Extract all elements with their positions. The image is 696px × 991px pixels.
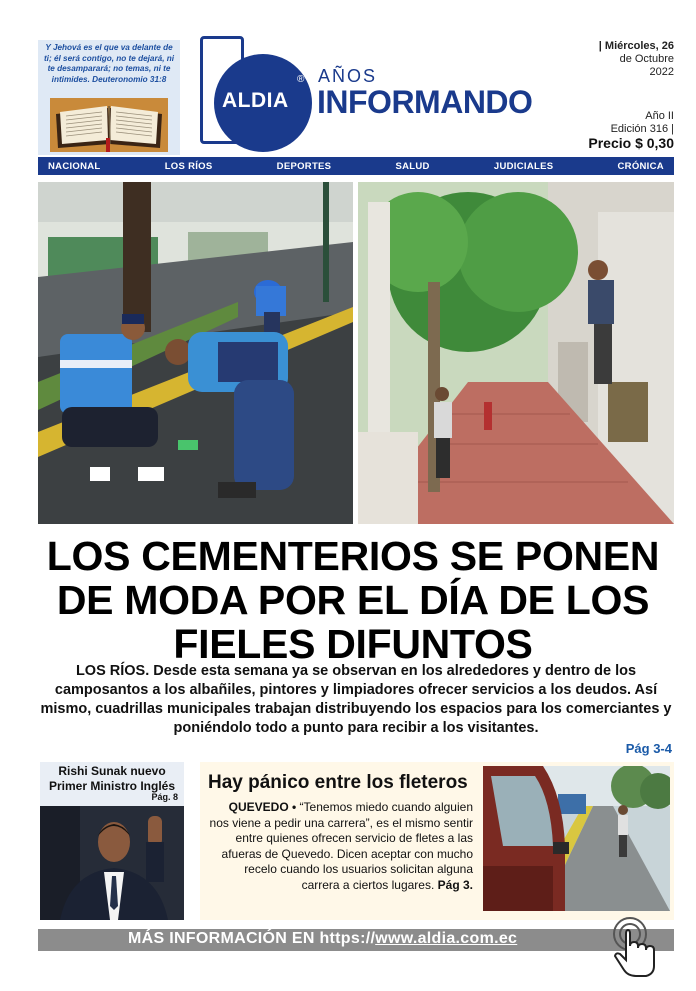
- lead-text: Desde esta semana ya se observan en los alrededores y dentro de los camposantos a los albañiles, pintores y limpiadores ofrecer servicios a los deudos. Así mismo, cuadrillas municipales trabajan distribuyendo los espacios para los comerciantes y poniéndolo todo a punto para recibir a los visitantes.: [40, 663, 672, 736]
- main-headline[interactable]: LOS CEMENTERIOS SE PONEN DE MODA POR EL DÍA DE LOS FIELES DIFUNTOS: [46, 533, 660, 667]
- sunak-title: Rishi Sunak nuevo Primer Ministro Inglés: [48, 764, 176, 793]
- open-bible-icon: [50, 98, 168, 152]
- photo-workers-painting-curb[interactable]: [38, 182, 353, 524]
- nav-item-salud[interactable]: SALUD: [395, 160, 430, 172]
- fleteros-body: [208, 800, 473, 893]
- issue-weekday: | Miércoles, 26: [598, 40, 674, 52]
- footer-url-link[interactable]: www.aldia.com.ec: [375, 930, 518, 947]
- fleteros-title: Hay pánico entre los fleteros: [208, 772, 468, 793]
- fleteros-story-box[interactable]: [200, 762, 674, 920]
- main-story-lead: [40, 662, 672, 738]
- issue-edition-info: [588, 110, 674, 150]
- issue-price: Precio $ 0,30: [588, 135, 674, 151]
- fleteros-photo: [483, 766, 670, 911]
- footer-prefix: MÁS INFORMACIÓN EN https://: [128, 930, 376, 947]
- issue-edition: Edición 316 |: [610, 123, 674, 135]
- aldia-logo[interactable]: [200, 36, 580, 146]
- nav-item-judiciales[interactable]: JUDICIALES: [493, 160, 554, 172]
- bible-verse-box: [38, 40, 180, 155]
- sunak-story-box[interactable]: [40, 762, 184, 920]
- logo-brand: ALDIA: [222, 89, 289, 112]
- sunak-page-ref: Pág. 8: [151, 792, 178, 802]
- issue-year: 2022: [649, 66, 674, 78]
- logo-informando: INFORMANDO: [317, 84, 533, 120]
- issue-date: [599, 40, 674, 79]
- nav-item-deportes[interactable]: DEPORTES: [276, 160, 332, 172]
- sunak-photo: [40, 806, 184, 920]
- lead-place: LOS RÍOS.: [75, 663, 150, 679]
- tap-hand-icon[interactable]: [606, 916, 662, 978]
- footer-text: [128, 930, 517, 948]
- nav-item-cronica[interactable]: CRÓNICA: [617, 160, 664, 172]
- main-story-page-ref[interactable]: Pág 3-4: [625, 741, 672, 756]
- section-nav: [38, 157, 674, 175]
- bible-verse-text: Y Jehová es el que va delante de ti; él será contigo, no te dejará, ni te desamparará; no temas, ni te intimides. Deuteronomio 31:8: [43, 43, 175, 84]
- nav-item-los-rios[interactable]: LOS RÍOS: [164, 160, 213, 172]
- issue-year-label: Año II: [645, 110, 674, 122]
- fleteros-body-text: “Tenemos miedo cuando alguien nos viene a pedir una carrera”, es el mismo sentir entre quienes ofrecen servicio de fletes a las afueras de Quevedo. Dicen aceptar con mucho recelo cuando los usuarios solicitan alguna carrera a ciertos lugares.: [209, 800, 473, 892]
- fleteros-city: QUEVEDO •: [228, 800, 297, 814]
- nav-item-nacional[interactable]: NACIONAL: [48, 160, 101, 172]
- photo-cemetery-walkway[interactable]: [358, 182, 674, 524]
- logo-anos: AÑOS: [318, 66, 378, 86]
- footer-bar: [38, 929, 674, 951]
- issue-month: de Octubre: [619, 53, 674, 65]
- fleteros-page-ref: Pág 3.: [434, 877, 473, 892]
- logo-registered-mark: ®: [297, 74, 305, 85]
